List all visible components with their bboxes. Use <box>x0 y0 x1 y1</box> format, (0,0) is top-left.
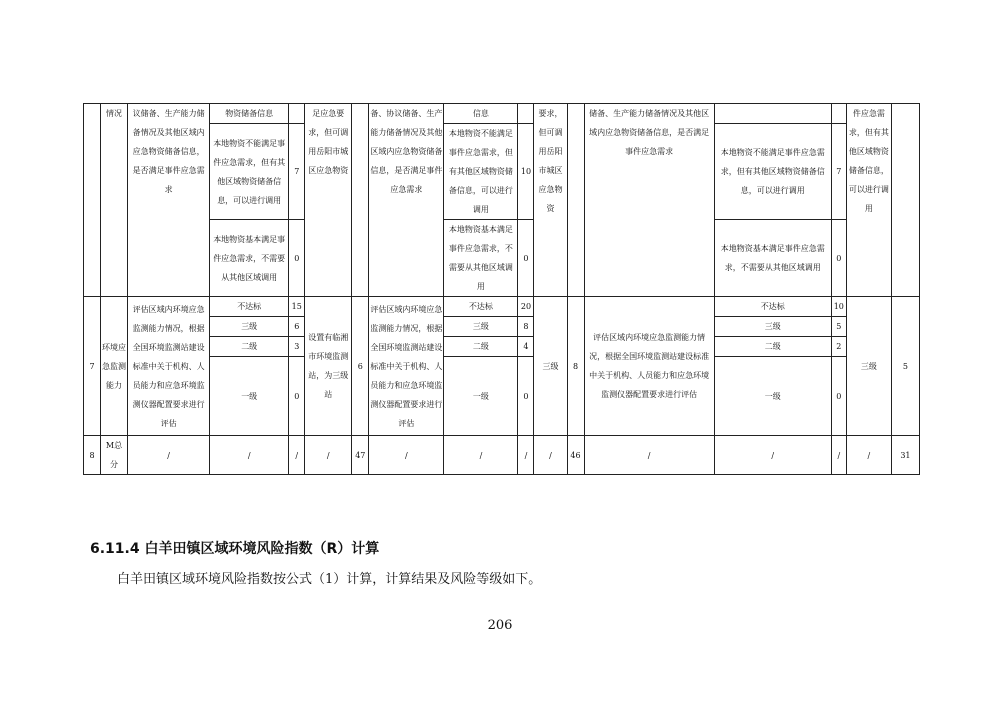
cell-value <box>518 104 534 124</box>
cell-level: 三级 <box>534 297 567 436</box>
table-row-continued <box>84 104 920 124</box>
body-paragraph: 白羊田镇区域环境风险指数按公式（1）计算，计算结果及风险等级如下。 <box>117 572 542 587</box>
cell-slash: / <box>210 436 289 475</box>
cell-value: 0 <box>518 357 534 436</box>
cell-value: 7 <box>289 124 305 220</box>
cell-grade: 本地物资基本满足事件应急需求，不需要从其他区域调用 <box>444 220 518 297</box>
cell-value: 6 <box>289 317 305 337</box>
cell-value: 15 <box>289 297 305 317</box>
cell-value: 7 <box>831 124 846 220</box>
cell-grade: 三级 <box>210 317 289 337</box>
cell-level: 三级 <box>846 297 891 436</box>
cell-grade: 信息 <box>444 104 518 124</box>
cell-grade: 不达标 <box>444 297 518 317</box>
cell-desc: 议储备、生产能力储备情况及其他区域内应急物资储备信息，是否满足事件应急需求 <box>128 104 210 297</box>
cell-value <box>289 104 305 124</box>
cell-desc: 储备、生产能力储备情况及其他区域内应急物资储备信息，是否满足事件应急需求 <box>584 104 714 297</box>
cell-desc: 备、协议储备、生产能力储备情况及其他区域内应急物资储备信息，是否满足事件应急需求 <box>369 104 444 297</box>
cell-value <box>831 104 846 124</box>
cell-grade: 二级 <box>210 337 289 357</box>
cell-grade: 本地物资基本满足事件应急需求，不需要从其他区域调用 <box>210 220 289 297</box>
cell-grade: 二级 <box>444 337 518 357</box>
cell-value: 0 <box>518 220 534 297</box>
cell-value: 4 <box>518 337 534 357</box>
cell-item: M总分 <box>101 436 128 475</box>
cell-slash: / <box>289 436 305 475</box>
cell-grade: 本地物资基本满足事件应急需求，不需要从其他区域调用 <box>714 220 831 297</box>
cell-total: 46 <box>567 436 584 475</box>
cell-score: 5 <box>891 297 919 436</box>
cell-value: 10 <box>831 297 846 317</box>
cell-total: 47 <box>352 436 369 475</box>
table-row-continued <box>84 220 920 297</box>
table-row-7 <box>84 357 920 436</box>
cell-blank <box>891 104 919 297</box>
cell-item: 情况 <box>101 104 128 297</box>
cell-grade: 一级 <box>210 357 289 436</box>
cell-slash: / <box>846 436 891 475</box>
cell-note: 设置有临湘市环境监测站，为三级站 <box>305 297 352 436</box>
cell-blank <box>352 104 369 297</box>
cell-slash: / <box>714 436 831 475</box>
cell-score: 6 <box>352 297 369 436</box>
cell-grade: 不达标 <box>210 297 289 317</box>
cell-value: 3 <box>289 337 305 357</box>
cell-blank <box>567 104 584 297</box>
cell-index: 8 <box>84 436 101 475</box>
cell-slash: / <box>305 436 352 475</box>
cell-value: 2 <box>831 337 846 357</box>
cell-item: 环境应急监测能力 <box>101 297 128 436</box>
cell-value: 5 <box>831 317 846 337</box>
section-heading: 6.11.4 白羊田镇区域环境风险指数（R）计算 <box>90 541 380 557</box>
cell-note: 要求，但可调用岳阳市城区应急物资 <box>534 104 567 297</box>
cell-grade: 三级 <box>714 317 831 337</box>
cell-slash: / <box>518 436 534 475</box>
cell-note: 件应急需求，但有其他区域物资储备信息，可以进行调用 <box>846 104 891 297</box>
cell-grade: 本地物资不能满足事件应急需求，但有其他区域物资储备信息，可以进行调用 <box>210 124 289 220</box>
cell-grade: 一级 <box>714 357 831 436</box>
cell-desc: 评估区域内环境应急监测能力情况，根据全国环境监测站建设标准中关于机构、人员能力和应急环境监测仪器配置要求进行评估 <box>369 297 444 436</box>
cell-slash: / <box>128 436 210 475</box>
cell-index: 7 <box>84 297 101 436</box>
table-row-7 <box>84 317 920 337</box>
cell-value: 0 <box>289 357 305 436</box>
cell-grade <box>714 104 831 124</box>
cell-value: 10 <box>518 124 534 220</box>
cell-slash: / <box>831 436 846 475</box>
cell-desc: 评估区域内环境应急监测能力情况，根据全国环境监测站建设标准中关于机构、人员能力和应急环境监测仪器配置要求进行评估 <box>584 297 714 436</box>
cell-value: 20 <box>518 297 534 317</box>
table-row-continued <box>84 124 920 220</box>
cell-value: 0 <box>831 357 846 436</box>
cell-grade: 一级 <box>444 357 518 436</box>
cell-score: 8 <box>567 297 584 436</box>
table-row-8 <box>84 436 920 475</box>
table-row-7 <box>84 337 920 357</box>
cell-total: 31 <box>891 436 919 475</box>
cell-grade: 本地物资不能满足事件应急需求，但有其他区域物资储备信息，可以进行调用 <box>444 124 518 220</box>
cell-slash: / <box>444 436 518 475</box>
cell-slash: / <box>584 436 714 475</box>
cell-grade: 二级 <box>714 337 831 357</box>
cell-grade: 本地物资不能满足事件应急需求，但有其他区域物资储备信息，可以进行调用 <box>714 124 831 220</box>
cell-slash: / <box>534 436 567 475</box>
page-number: 206 <box>487 618 513 633</box>
cell-value: 0 <box>831 220 846 297</box>
table-row-7 <box>84 297 920 317</box>
cell-value: 0 <box>289 220 305 297</box>
cell-grade: 不达标 <box>714 297 831 317</box>
cell-grade: 三级 <box>444 317 518 337</box>
cell-desc: 评估区域内环境应急监测能力情况，根据全国环境监测站建设标准中关于机构、人员能力和应急环境监测仪器配置要求进行评估 <box>128 297 210 436</box>
cell-blank <box>84 104 101 297</box>
assessment-table <box>83 103 920 475</box>
cell-note: 足应急要求，但可调用岳阳市城区应急物资 <box>305 104 352 297</box>
cell-value: 8 <box>518 317 534 337</box>
cell-slash: / <box>369 436 444 475</box>
cell-grade: 物资储备信息 <box>210 104 289 124</box>
